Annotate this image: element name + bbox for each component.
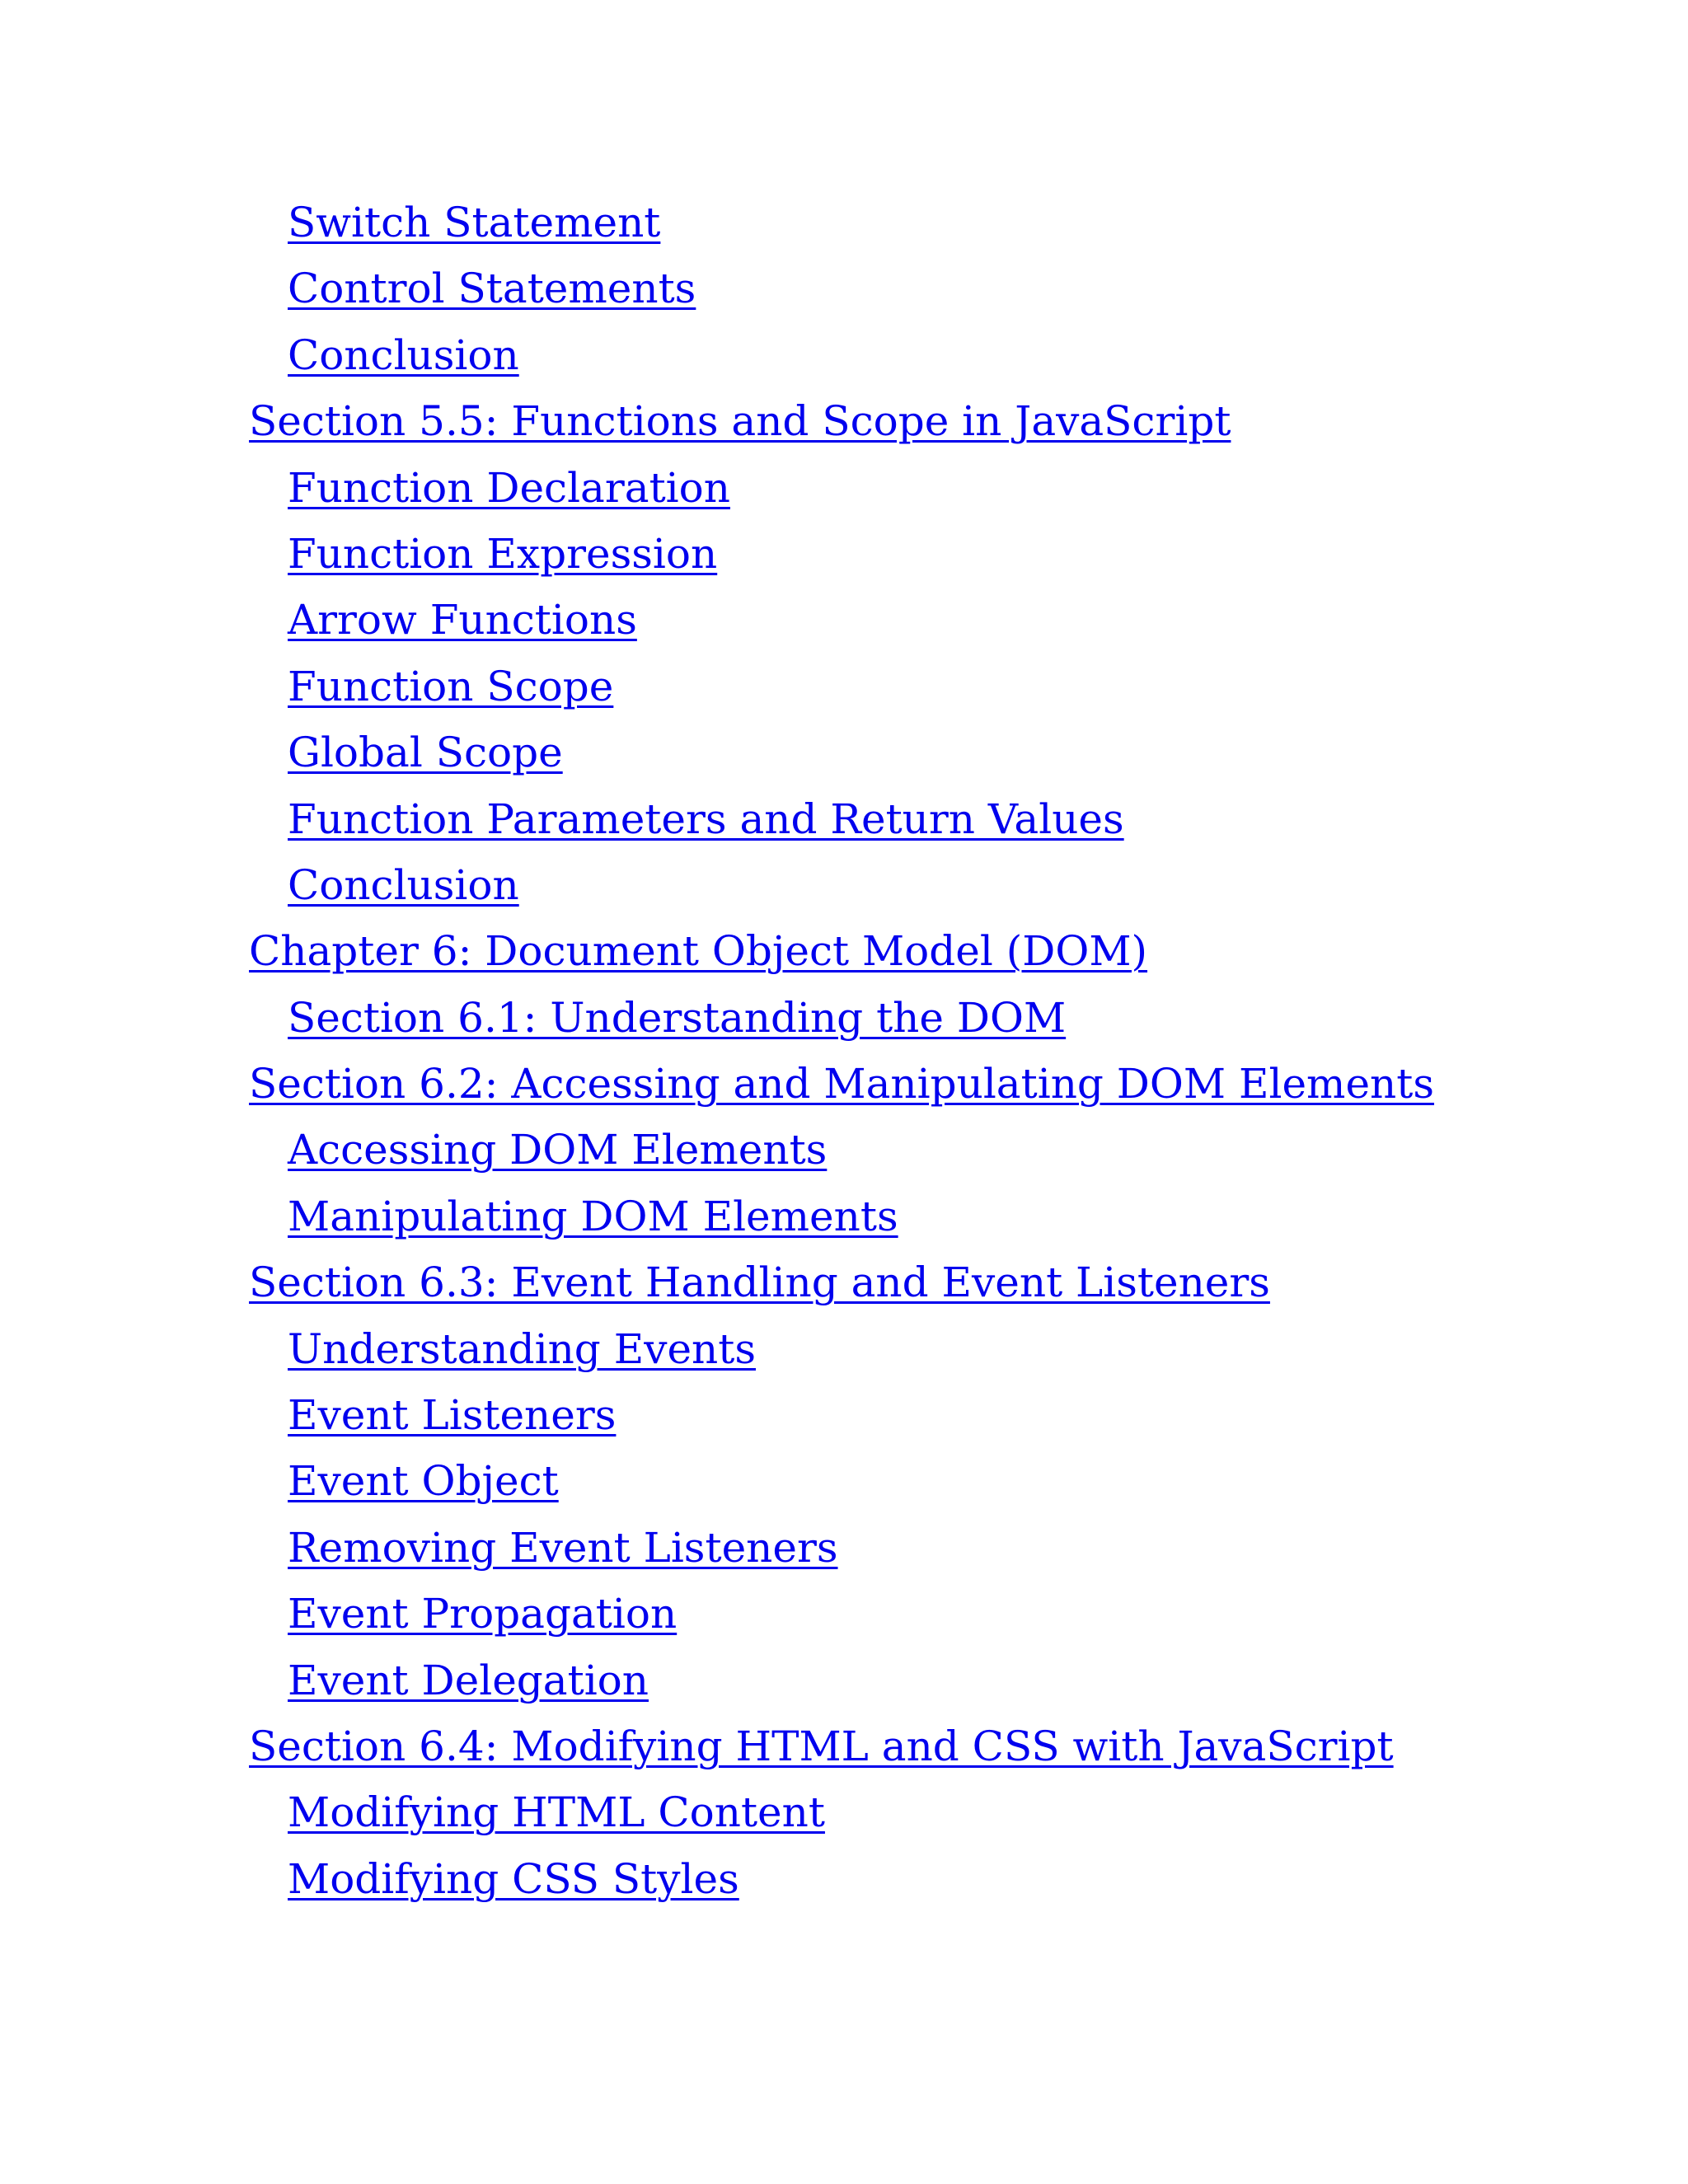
toc-link-understanding-events[interactable]: Understanding Events (288, 1324, 756, 1373)
toc-entry (249, 388, 1434, 454)
toc-entry (249, 521, 1434, 587)
toc-link-section-6-2[interactable]: Section 6.2: Accessing and Manipulating DOM Elements (249, 1060, 1435, 1108)
toc-link-function-declaration[interactable]: Function Declaration (288, 463, 730, 512)
toc-link-conclusion[interactable]: Conclusion (288, 330, 519, 379)
toc-link-section-6-1[interactable]: Section 6.1: Understanding the DOM (288, 993, 1067, 1042)
toc-link-section-5-5[interactable]: Section 5.5: Functions and Scope in JavaScript (249, 397, 1231, 446)
toc-link-arrow-functions[interactable]: Arrow Functions (288, 596, 637, 644)
toc-link-switch-statement[interactable]: Switch Statement (288, 199, 661, 246)
toc-link-function-parameters[interactable]: Function Parameters and Return Values (288, 794, 1124, 843)
toc-entry (249, 654, 1434, 719)
toc-link-function-scope[interactable]: Function Scope (288, 662, 614, 710)
toc-link-event-object[interactable]: Event Object (288, 1457, 559, 1506)
toc-entry (249, 1117, 1434, 1183)
toc-link-global-scope[interactable]: Global Scope (288, 729, 563, 777)
toc-entry (249, 1051, 1434, 1117)
toc-entry (249, 1846, 1434, 1912)
toc-entry (249, 587, 1434, 653)
toc-link-removing-event-listeners[interactable]: Removing Event Listeners (288, 1523, 838, 1572)
toc-entry (249, 255, 1434, 321)
toc-entry (249, 1183, 1434, 1249)
toc-link-control-statements[interactable]: Control Statements (288, 265, 696, 313)
toc-link-event-delegation[interactable]: Event Delegation (288, 1656, 649, 1704)
toc-link-accessing-dom[interactable]: Accessing DOM Elements (288, 1126, 828, 1174)
toc-link-event-listeners[interactable]: Event Listeners (288, 1391, 617, 1440)
toc-entry (249, 1382, 1434, 1448)
toc-link-modifying-css[interactable]: Modifying CSS Styles (288, 1854, 739, 1903)
toc-entry (249, 1779, 1434, 1845)
toc-entry (249, 918, 1434, 984)
toc-entry (249, 786, 1434, 852)
toc-entry (249, 719, 1434, 785)
toc-link-event-propagation[interactable]: Event Propagation (288, 1590, 678, 1638)
toc-entry (249, 455, 1434, 521)
toc-link-function-expression[interactable]: Function Expression (288, 529, 718, 578)
toc-entry (249, 1647, 1434, 1713)
table-of-contents (249, 190, 1434, 1912)
toc-link-modifying-html[interactable]: Modifying HTML Content (288, 1788, 825, 1837)
toc-link-chapter-6[interactable]: Chapter 6: Document Object Model (DOM) (249, 927, 1148, 976)
toc-link-conclusion-2[interactable]: Conclusion (288, 860, 519, 909)
toc-entry (249, 190, 1434, 255)
toc-entry (249, 1249, 1434, 1315)
toc-link-section-6-4[interactable]: Section 6.4: Modifying HTML and CSS with JavaScript (249, 1722, 1394, 1770)
toc-entry (249, 1515, 1434, 1581)
toc-entry (249, 852, 1434, 918)
toc-link-section-6-3[interactable]: Section 6.3: Event Handling and Event Listeners (249, 1258, 1270, 1307)
toc-entry (249, 322, 1434, 388)
toc-entry (249, 985, 1434, 1051)
toc-entry (249, 1581, 1434, 1647)
toc-entry (249, 1713, 1434, 1779)
toc-entry (249, 1316, 1434, 1382)
toc-entry (249, 1448, 1434, 1514)
toc-link-manipulating-dom[interactable]: Manipulating DOM Elements (288, 1192, 898, 1240)
